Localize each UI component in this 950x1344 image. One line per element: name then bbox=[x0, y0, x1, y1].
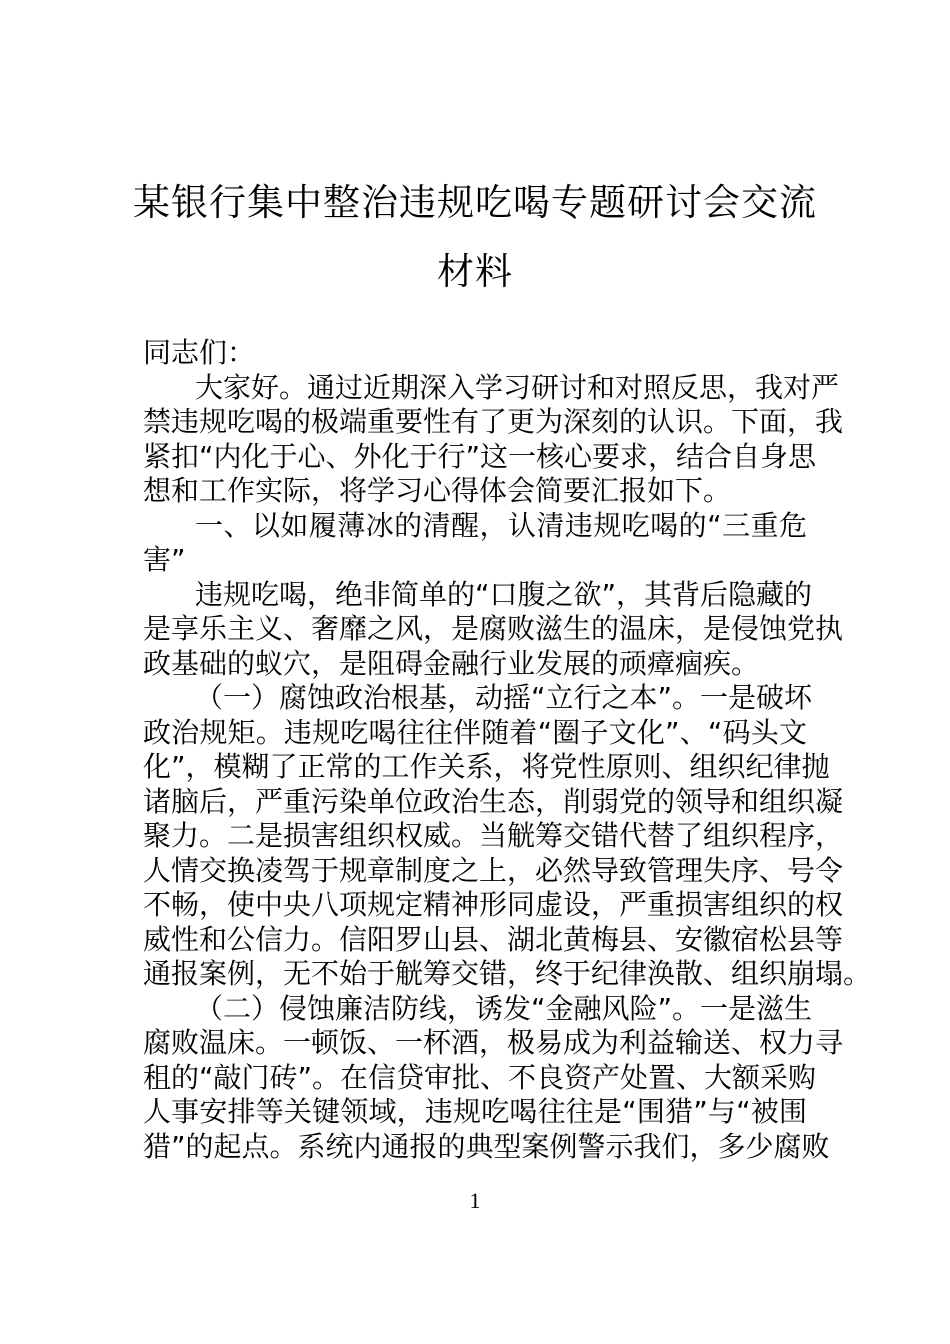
text-line: 政基础的蚁穴，是阻碍金融行业发展的顽瘴痼疾。 bbox=[143, 646, 760, 680]
text-line: 违规吃喝，绝非简单的“口腹之欲”，其背后隐藏的 bbox=[195, 577, 813, 611]
text-line: 禁违规吃喝的极端重要性有了更为深刻的认识。下面，我 bbox=[143, 405, 844, 438]
text-line: 同志们： bbox=[143, 336, 256, 369]
text-line: 通报案例，无不始于觥筹交错，终于纪律涣散、组织崩塌。 bbox=[143, 957, 872, 990]
page-number: 1 bbox=[469, 1188, 481, 1213]
text-line: 一、以如履薄冰的清醒，认清违规吃喝的“三重危 bbox=[195, 508, 807, 542]
text-line: 不畅，使中央八项规定精神形同虚设，严重损害组织的权 bbox=[143, 888, 844, 921]
text-line: 想和工作实际，将学习心得体会简要汇报如下。 bbox=[143, 474, 732, 507]
text-line: 政治规矩。违规吃喝往往伴随着“圈子文化”、“码头文 bbox=[143, 715, 807, 749]
text-line: 诸脑后，严重污染单位政治生态，削弱党的领导和组织凝 bbox=[143, 784, 844, 818]
document-body bbox=[143, 336, 872, 1164]
text-line: 猎”的起点。系统内通报的典型案例警示我们，多少腐败 bbox=[143, 1129, 830, 1163]
text-line: 腐败温床。一顿饭、一杯酒，极易成为利益输送、权力寻 bbox=[143, 1026, 844, 1059]
text-line: （二）侵蚀廉洁防线，诱发“金融风险”。一是滋生 bbox=[195, 991, 813, 1025]
text-line: 是享乐主义、奢靡之风，是腐败滋生的温床，是侵蚀党执 bbox=[143, 612, 844, 645]
text-line: 大家好。通过近期深入学习研讨和对照反思，我对严 bbox=[195, 370, 840, 404]
text-line: 聚力。二是损害组织权威。当觥筹交错代替了组织程序， bbox=[143, 819, 844, 852]
text-line: （一）腐蚀政治根基，动摇“立行之本”。一是破坏 bbox=[195, 681, 813, 714]
text-line: 紧扣“内化于心、外化于行”这一核心要求，结合自身思 bbox=[143, 439, 817, 473]
document-title-line-1: 某银行集中整治违规吃喝专题研讨会交流 bbox=[133, 181, 817, 224]
document-title-line-2: 材料 bbox=[437, 250, 513, 293]
text-line: 租的“敲门砖”。在信贷审批、不良资产处置、大额采购 bbox=[143, 1060, 817, 1094]
text-line: 威性和公信力。信阳罗山县、湖北黄梅县、安徽宿松县等 bbox=[143, 922, 844, 956]
text-line: 人事安排等关键领域，违规吃喝往往是“围猎”与“被围 bbox=[143, 1095, 807, 1128]
text-line: 害” bbox=[143, 543, 186, 576]
text-line: 人情交换凌驾于规章制度之上，必然导致管理失序、号令 bbox=[143, 853, 844, 887]
text-line: 化”，模糊了正常的工作关系，将党性原则、组织纪律抛 bbox=[143, 750, 830, 783]
